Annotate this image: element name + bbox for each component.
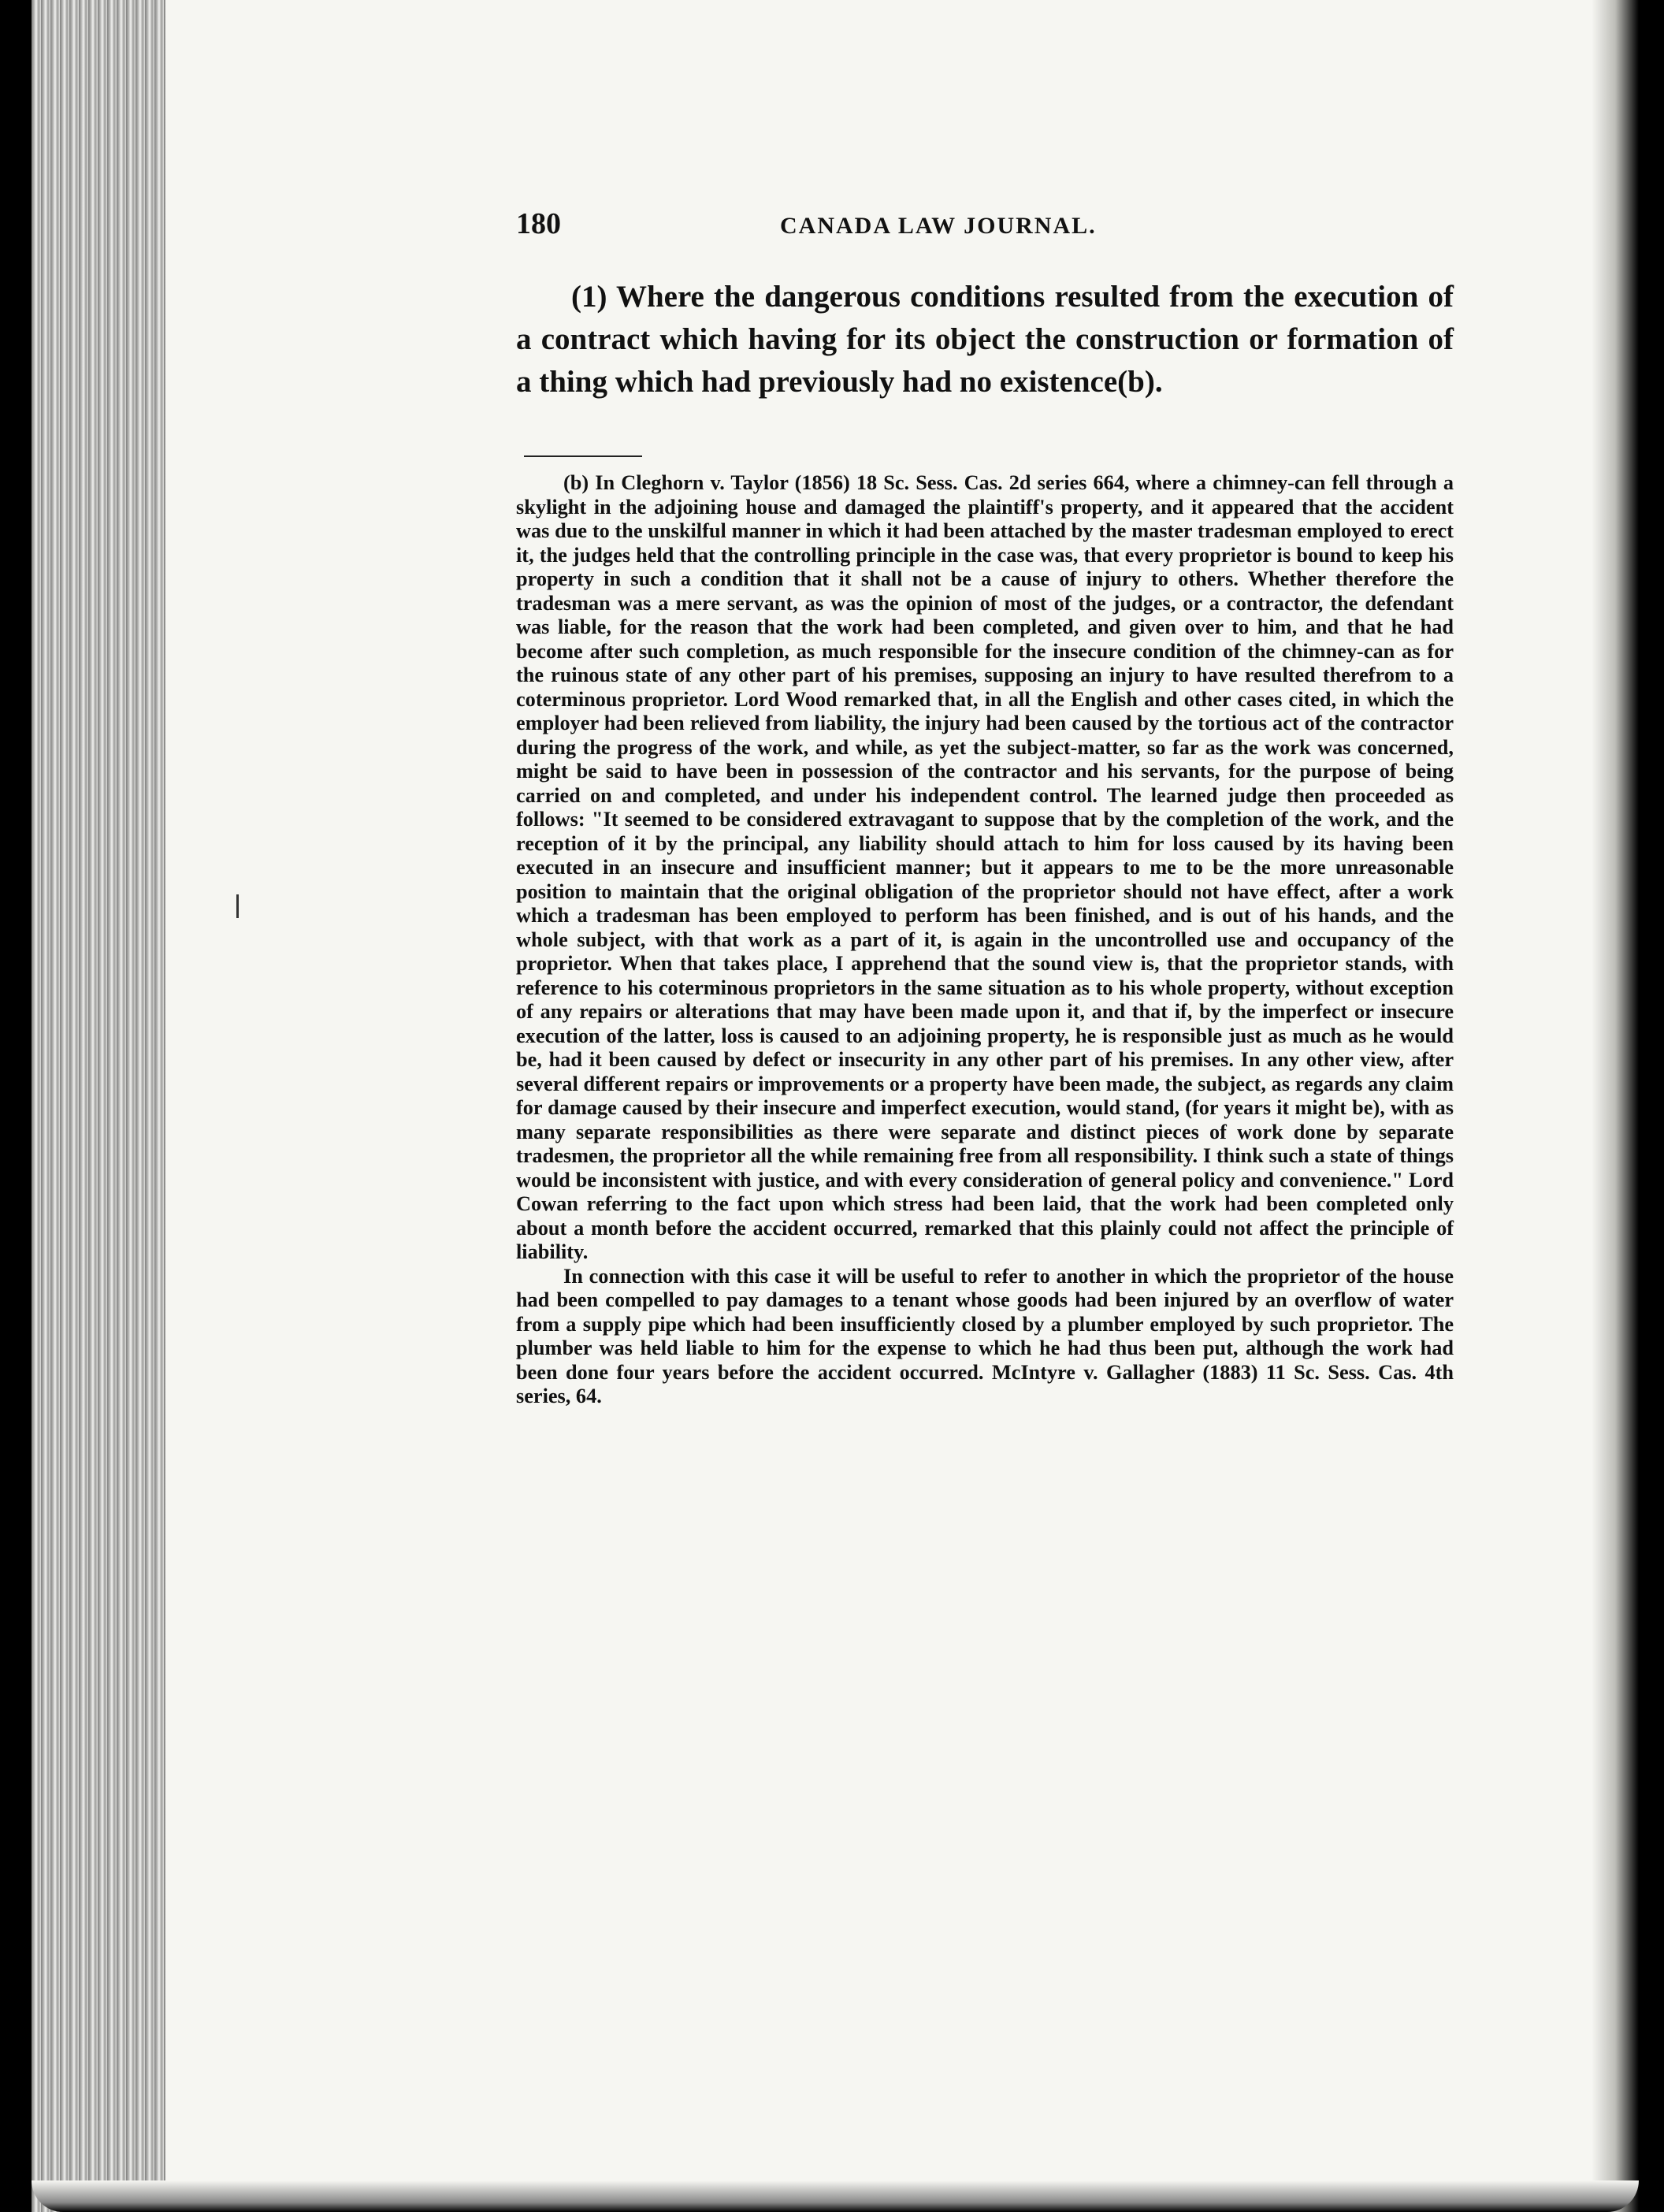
margin-mark bbox=[236, 894, 239, 918]
footnote-paragraph: (b) In Cleghorn v. Taylor (1856) 18 Sc. Sess. Cas. 2d series 664, where a chimney-can fell through a skylight in the adjoining house and damaged the plaintiff's property, and it appeared that the accident was due to the unskilful manner in which it had been attached by the master tradesman employed to erect it, the judges held that the controlling principle in the case was, that every proprietor is bound to keep his property in such a condition that it shall not be a cause of injury to others. Whether therefore the tradesman was a mere servant, as was the opinion of most of the judges, or a contractor, the defendant was liable, for the reason that the work had been completed, and given over to him, and that he had become after such completion, as much responsible for the insecure condition of the chimney-can as for the ruinous state of any other part of his premises, supposing an injury to have resulted therefrom to a coterminous proprietor. Lord Wood remarked that, in all the English and other cases cited, in which the employer had been relieved from liability, the injury had been caused by the tortious act of the contractor during the progress of the work, and while, as yet the subject-matter, so far as the work was concerned, might be said to have been in possession of the contractor and his servants, for the purpose of being carried on and completed, and under his independent control. The learned judge then proceeded as follows: "It seemed to be considered extravagant to suppose that by the completion of the work, and the reception of it by the principal, any liability should attach to him for loss caused by its having been executed in an insecure and insufficient manner; but it appears to me to be the more unreasonable position to maintain that the original obligation of the proprietor should not have effect, after a work which a tradesman has been employed to perform has been finished, and is out of his hands, and the whole subject, with that work as a part of it, is again in the uncontrolled use and occupancy of the proprietor. When that takes place, I apprehend that the sound view is, that the proprietor stands, with reference to his coterminous proprietors in the same situation as to his whole property, without exception of any repairs or alterations that may have been made upon it, and that if, by the imperfect or insecure execution of the latter, loss is caused to an adjoining property, he is responsible just as much as he would be, had it been caused by defect or insecurity in any other part of his premises. In any other view, after several different repairs or improvements or a property have been made, the subject, as regards any claim for damage caused by their insecure and imperfect execution, would stand, (for years it might be), with as many separate responsibilities as there were separate and distinct pieces of work done by separate tradesmen, the proprietor all the while remaining free from all responsibility. I think such a state of things would be inconsistent with justice, and with every consideration of general policy and convenience." Lord Cowan referring to the fact upon which stress had been laid, that the work had been completed only about a month before the accident occurred, remarked that this plainly could not affect the principle of liability. bbox=[516, 471, 1454, 1263]
page-number: 180 bbox=[516, 207, 561, 240]
footnote-separator bbox=[524, 455, 642, 457]
footnote-block bbox=[516, 471, 1454, 1409]
running-head: CANADA LAW JOURNAL. bbox=[780, 213, 1097, 239]
main-paragraph: (1) Where the dangerous conditions resulted from the execution of a contract which having for its object the construction or formation of a thing which had previously had no existence(b). bbox=[516, 280, 1454, 399]
footnote-paragraph: In connection with this case it will be useful to refer to another in which the proprietor of the house had been compelled to pay damages to a tenant whose goods had been injured by an overflow of water from a supply pipe which had been insufficiently closed by a plumber employed by such proprietor. The plumber was held liable to him for the expense to which he had thus been put, although the work had been done four years before the accident occurred. McIntyre v. Gallagher (1883) 11 Sc. Sess. Cas. 4th series, 64. bbox=[516, 1264, 1454, 1407]
page-header bbox=[516, 206, 1454, 254]
page-binding-shadow bbox=[32, 0, 165, 2212]
page-bottom-edge-shadow bbox=[32, 2180, 1639, 2212]
page-right-edge-shadow bbox=[1592, 0, 1639, 2212]
